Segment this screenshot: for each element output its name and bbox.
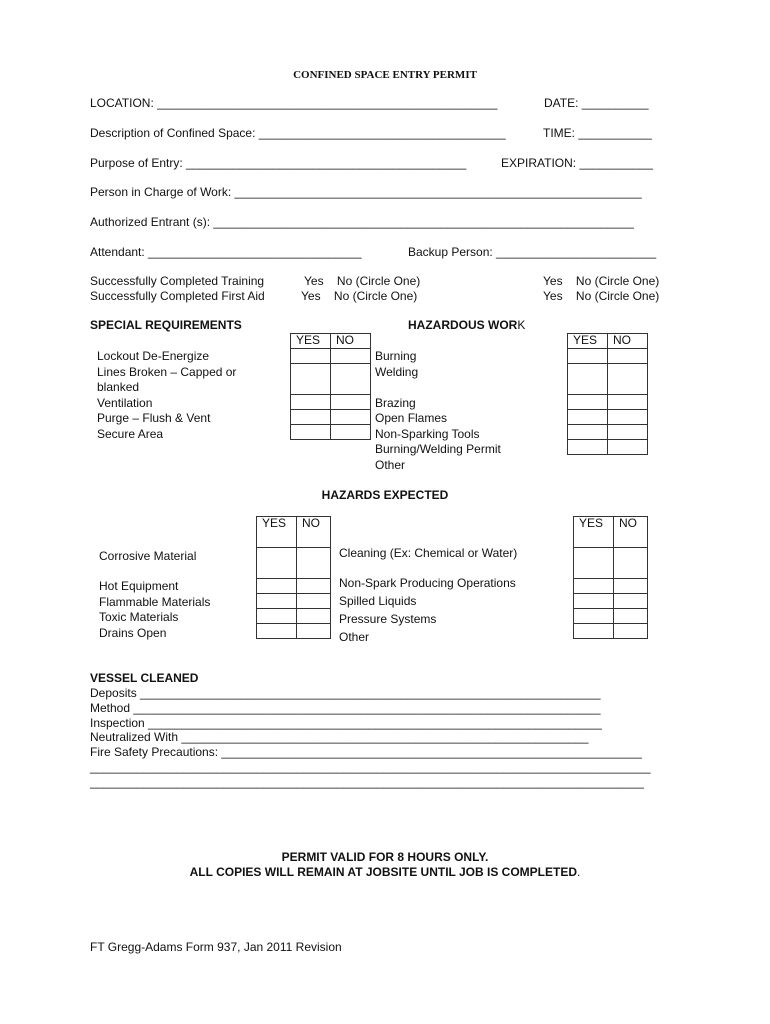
purpose-field[interactable]: Purpose of Entry: __________________________________________	[90, 156, 467, 170]
checkbox-yes[interactable]	[568, 349, 608, 364]
first-aid-label: Successfully Completed First Aid	[90, 289, 265, 303]
checkbox-no[interactable]	[608, 440, 648, 455]
checkbox-yes[interactable]	[257, 548, 297, 579]
list-item: Flammable Materials	[99, 595, 211, 609]
yes-header: YES	[291, 334, 331, 349]
method-field[interactable]: Method ______________________________________________________________________	[90, 701, 601, 715]
special-requirements-heading: SPECIAL REQUIREMENTS	[90, 318, 242, 332]
date-field[interactable]: DATE: __________	[544, 96, 649, 110]
yes-header: YES	[574, 517, 614, 548]
list-item: Secure Area	[97, 427, 164, 441]
hazards-expected-heading: HAZARDS EXPECTED	[321, 488, 449, 502]
list-item: Corrosive Material	[99, 549, 197, 563]
checkbox-yes[interactable]	[568, 425, 608, 440]
checkbox-no[interactable]	[608, 425, 648, 440]
checkbox-yes[interactable]	[574, 594, 614, 609]
fire-safety-line-3[interactable]: ___________________________________________________________________________________	[90, 775, 644, 789]
no-header: NO	[297, 517, 331, 548]
checkbox-no[interactable]	[331, 395, 371, 410]
checkbox-no[interactable]	[614, 548, 648, 579]
list-item: Open Flames	[375, 411, 448, 425]
copies-notice: ALL COPIES WILL REMAIN AT JOBSITE UNTIL JOB IS COMPLETED.	[189, 865, 581, 879]
list-item: Toxic Materials	[99, 610, 179, 624]
checkbox-no[interactable]	[614, 609, 648, 624]
checkbox-yes[interactable]	[291, 364, 331, 395]
list-item: Spilled Liquids	[339, 594, 417, 608]
checkbox-no[interactable]	[614, 594, 648, 609]
checkbox-no[interactable]	[331, 410, 371, 425]
checkbox-yes[interactable]	[257, 609, 297, 624]
checkbox-yes[interactable]	[574, 624, 614, 639]
checkbox-no[interactable]	[608, 395, 648, 410]
description-field[interactable]: Description of Confined Space: _____________________________________	[90, 126, 506, 140]
checkbox-no[interactable]	[614, 579, 648, 594]
checkbox-yes[interactable]	[568, 440, 608, 455]
checkbox-yes[interactable]	[568, 395, 608, 410]
checkbox-no[interactable]	[331, 349, 371, 364]
list-item: Non-Spark Producing Operations	[339, 576, 516, 590]
checkbox-no[interactable]	[614, 624, 648, 639]
list-item: Other	[375, 458, 406, 472]
checkbox-no[interactable]	[297, 548, 331, 579]
first-aid-backup-choice[interactable]: Yes No (Circle One)	[543, 289, 660, 303]
no-header: NO	[614, 517, 648, 548]
page-title: CONFINED SPACE ENTRY PERMIT	[293, 69, 477, 81]
checkbox-yes[interactable]	[568, 364, 608, 395]
person-in-charge-field[interactable]: Person in Charge of Work: _____________________________________________________________	[90, 185, 642, 199]
fire-safety-line-2[interactable]: ____________________________________________________________________________________	[90, 760, 651, 774]
list-item: blanked	[97, 380, 140, 394]
checkbox-yes[interactable]	[257, 579, 297, 594]
checkbox-yes[interactable]	[574, 579, 614, 594]
authorized-entrant-field[interactable]: Authorized Entrant (s): _______________________________________________________________	[90, 215, 634, 229]
checkbox-yes[interactable]	[574, 548, 614, 579]
training-label: Successfully Completed Training	[90, 274, 265, 288]
list-item: Pressure Systems	[339, 612, 437, 626]
list-item: Ventilation	[97, 396, 153, 410]
permit-valid-notice: PERMIT VALID FOR 8 HOURS ONLY.	[281, 850, 489, 864]
checkbox-no[interactable]	[297, 594, 331, 609]
checkbox-yes[interactable]	[291, 349, 331, 364]
list-item: Brazing	[375, 396, 416, 410]
inspection-field[interactable]: Inspection ____________________________________________________________________	[90, 716, 602, 730]
checkbox-yes[interactable]	[291, 395, 331, 410]
checkbox-no[interactable]	[297, 624, 331, 639]
list-item: Lines Broken – Capped or	[97, 365, 237, 379]
checkbox-yes[interactable]	[574, 609, 614, 624]
checkbox-no[interactable]	[331, 364, 371, 395]
list-item: Lockout De-Energize	[97, 349, 210, 363]
deposits-field[interactable]: Deposits _____________________________________________________________________	[90, 686, 601, 700]
checkbox-yes[interactable]	[257, 594, 297, 609]
hazardous-work-heading: HAZARDOUS WORK	[408, 318, 526, 332]
special-requirements-table	[290, 333, 371, 440]
attendant-field[interactable]: Attendant: ________________________________	[90, 245, 362, 259]
checkbox-no[interactable]	[608, 364, 648, 395]
checkbox-no[interactable]	[297, 609, 331, 624]
location-field[interactable]: LOCATION: ___________________________________________________	[90, 96, 498, 110]
yes-header: YES	[568, 334, 608, 349]
checkbox-no[interactable]	[608, 349, 648, 364]
no-header: NO	[331, 334, 371, 349]
checkbox-no[interactable]	[331, 425, 371, 440]
yes-header: YES	[257, 517, 297, 548]
time-field[interactable]: TIME: ___________	[543, 126, 652, 140]
form-id: FT Gregg-Adams Form 937, Jan 2011 Revision	[90, 940, 342, 954]
checkbox-yes[interactable]	[291, 425, 331, 440]
fire-safety-field[interactable]: Fire Safety Precautions: _______________________________________________________________	[90, 745, 642, 759]
checkbox-no[interactable]	[297, 579, 331, 594]
first-aid-attendant-choice[interactable]: Yes No (Circle One)	[301, 289, 418, 303]
checkbox-yes[interactable]	[257, 624, 297, 639]
training-backup-choice[interactable]: Yes No (Circle One)	[543, 274, 660, 288]
hazards-expected-right-table	[573, 516, 648, 639]
checkbox-yes[interactable]	[568, 410, 608, 425]
list-item: Burning	[375, 349, 417, 363]
neutralized-with-field[interactable]: Neutralized With _____________________________________________________________	[90, 730, 589, 744]
backup-person-field[interactable]: Backup Person: ________________________	[408, 245, 657, 259]
checkbox-yes[interactable]	[291, 410, 331, 425]
training-attendant-choice[interactable]: Yes No (Circle One)	[304, 274, 421, 288]
list-item: Burning/Welding Permit	[375, 442, 501, 456]
list-item: Cleaning (Ex: Chemical or Water)	[339, 546, 518, 560]
list-item: Welding	[375, 365, 419, 379]
expiration-field[interactable]: EXPIRATION: ___________	[501, 156, 653, 170]
no-header: NO	[608, 334, 648, 349]
list-item: Purge – Flush & Vent	[97, 411, 211, 425]
list-item: Hot Equipment	[99, 579, 179, 593]
hazardous-work-table	[567, 333, 648, 455]
list-item: Drains Open	[99, 626, 167, 640]
list-item: Non-Sparking Tools	[375, 427, 480, 441]
vessel-cleaned-heading: VESSEL CLEANED	[90, 671, 199, 685]
list-item: Other	[339, 630, 370, 644]
hazards-expected-left-table	[256, 516, 331, 639]
checkbox-no[interactable]	[608, 410, 648, 425]
